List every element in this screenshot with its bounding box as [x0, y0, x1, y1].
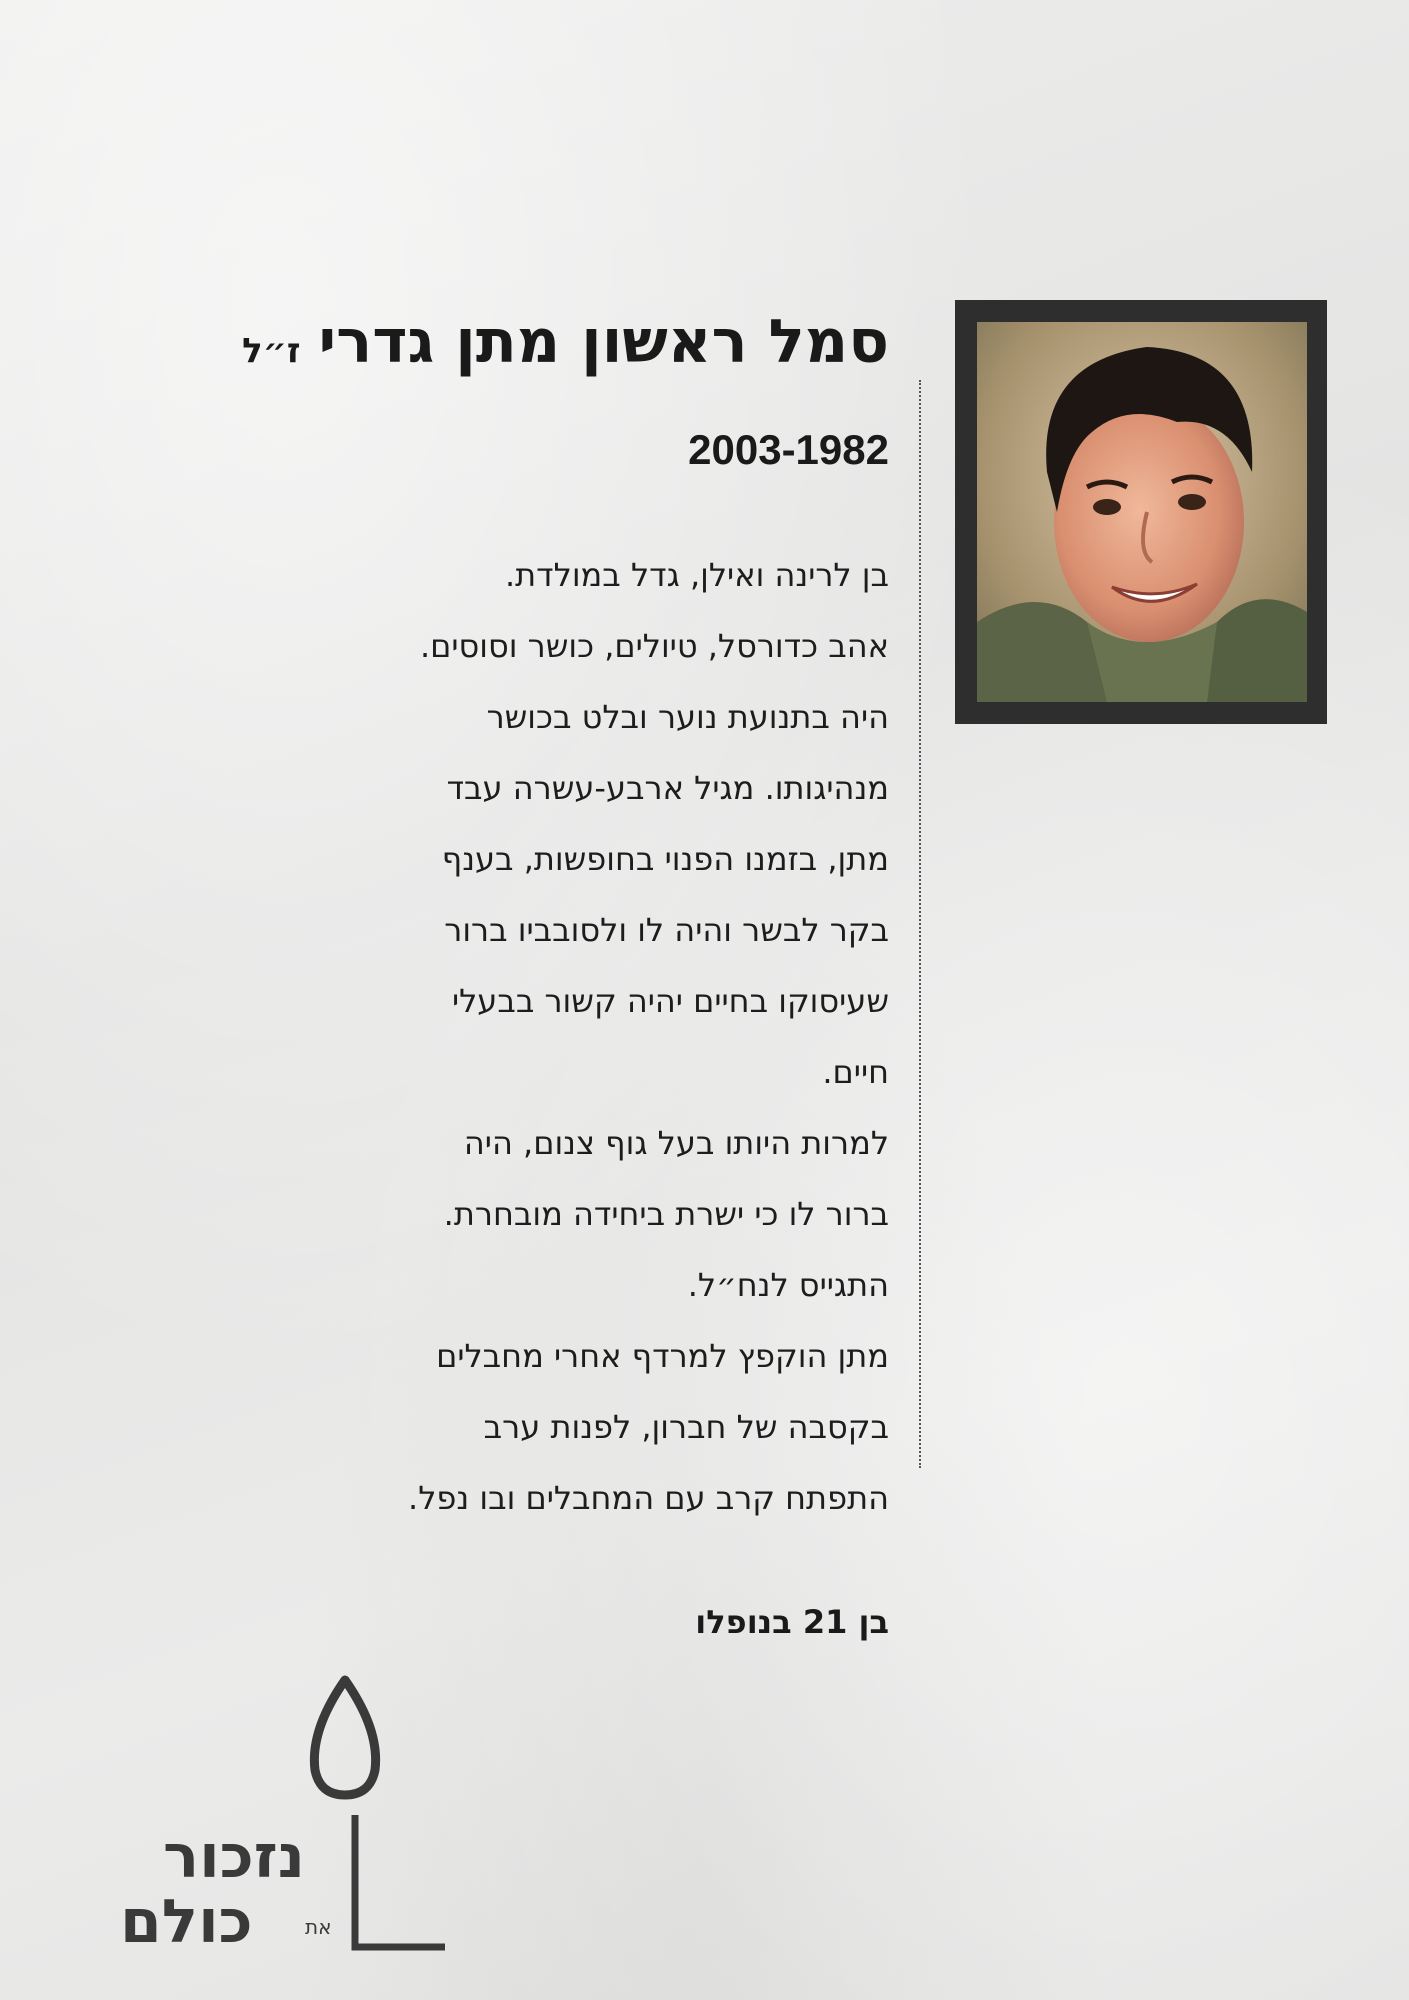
bio-line: שעיסוקו בחיים יהיה קשור בבעלי — [451, 982, 889, 1020]
bio-line: אהב כדורסל, טיולים, כושר וסוסים. — [419, 627, 889, 665]
dotted-divider — [919, 380, 921, 1468]
logo-word-small: את — [305, 1915, 332, 1939]
bio-line: בן לרינה ואילן, גדל במולדת. — [504, 556, 889, 594]
bio-line: בקר לבשר והיה לו ולסובביו ברור — [444, 911, 889, 949]
bio-line: מתן הוקפץ למרדף אחרי מחבלים — [436, 1337, 889, 1375]
logo-word-1: נזכור — [163, 1822, 305, 1892]
logo — [115, 1675, 455, 1965]
bio-line: ברור לו כי ישרת ביחידה מובחרת. — [443, 1195, 889, 1233]
bio-line: למרות היותו בעל גוף צנום, היה — [463, 1124, 889, 1162]
bio-line: בקסבה של חברון, לפנות ערב — [483, 1408, 889, 1446]
bio-line: התפתח קרב עם המחבלים ובו נפל. — [408, 1479, 889, 1517]
bio-line: מתן, בזמנו הפנוי בחופשות, בענף — [441, 840, 889, 878]
bio-line: מנהיגותו. מגיל ארבע-עשרה עבד — [446, 769, 889, 807]
soldier-name: סמל ראשון מתן גדרי — [318, 307, 889, 377]
bio-line: היה בתנועת נוער ובלט בכושר — [486, 698, 889, 736]
portrait-photo — [977, 322, 1307, 702]
life-years: 2003-1982 — [688, 426, 889, 473]
biography — [408, 540, 889, 1534]
memorial-title — [242, 305, 889, 388]
bio-line: חיים. — [822, 1053, 889, 1091]
bio-line: התגייס לנח״ל. — [687, 1266, 889, 1304]
portrait-illustration — [977, 322, 1307, 702]
age-at-death: בן 21 בנופלו — [695, 1603, 889, 1641]
logo-word-2: כולם — [120, 1887, 253, 1957]
portrait-frame — [955, 300, 1327, 724]
honorific: ז״ל — [242, 331, 301, 371]
